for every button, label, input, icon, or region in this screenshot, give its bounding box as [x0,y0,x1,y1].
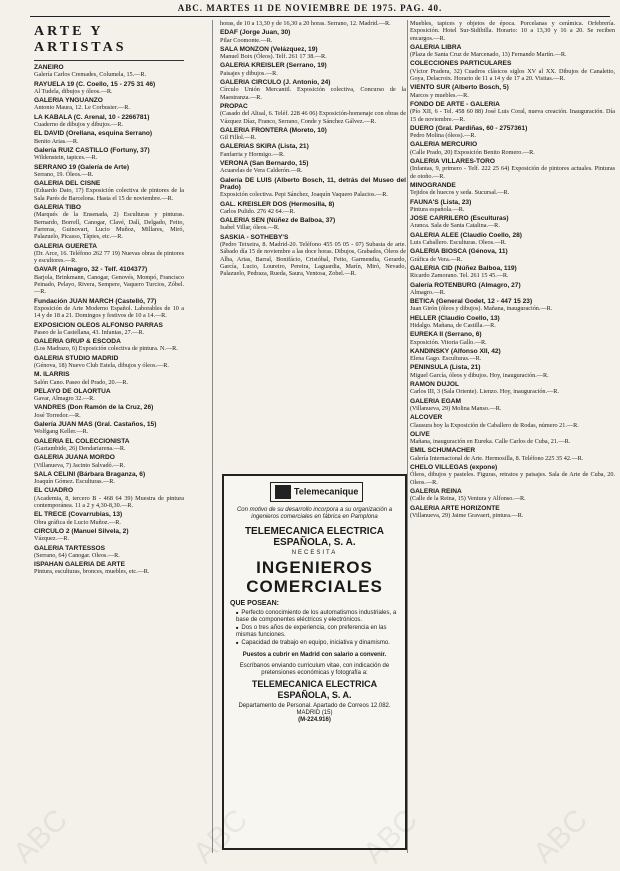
listing-entry [220,29,406,44]
listing-text: Luis Caballero. Esculturas. Oleos.—R. [410,239,507,247]
listing-text: (Plaza de Santa Cruz de Marcenado, 13) Fernando Martín.—R. [410,51,567,59]
listing-text: Mañana, inauguración en Eureka. Calle Carlos de Cuba, 21.—R. [410,438,571,446]
listing-name: VANDRES (Don Ramón de la Cruz, 26) [34,404,154,412]
listing-entry [410,199,615,214]
listing-name: GALERIA MERCURIO [410,141,478,149]
listing-name: Galería RUIZ CASTILLO (Fortuny, 37) [34,146,150,154]
listing-text: (Villanueva, 7) Jacinto Salvadó.—R. [34,461,126,469]
column-3 [410,20,615,853]
listing-entry [34,243,184,265]
listing-text: Hidalgo. Mañana, de Castilla.—R. [410,321,496,329]
listing-text: José Torredor.—R. [34,411,81,419]
listing-text: Gráfica de Vera.—R. [410,255,463,263]
listing-name: VIENTO SUR (Alberto Bosch, 5) [410,84,509,92]
ad-requirement: ■ Perfecto conocimiento de los automatismos industriales, a base de componentes eléctricos y electrónicos. [236,609,399,624]
listing-entry [34,454,184,469]
listing-entry [34,114,184,129]
listing-entry [410,447,615,462]
listing-text: Manuel Boix (Óleos). Telf. 261 17 38.—R. [220,53,327,61]
listing-text: Aranca. Sala de Santa Catalina.—R. [410,222,500,230]
listing-text: (Génova, 18) Nuevo Club Estela, dibujos y óleos.—R. [34,361,169,369]
listing-entry [220,79,406,101]
column-divider [407,20,408,853]
listing-name: Galería ROTENBURG (Almagro, 27) [410,281,521,289]
listing-name: Fundación JUAN MARCH (Castelló, 77) [34,297,157,305]
listing-name: GALERIA GUERETA [34,242,98,250]
listing-entry [410,44,615,59]
listing-text: Pintura española.—R. [410,205,465,213]
listing-entry [34,64,184,79]
listing-name: DUERO (Gral. Pardiñas, 60 - 2757361) [410,124,528,132]
listing-entry [220,62,406,77]
listing-text: Vázquez.—R. [34,535,70,543]
listing-name: GALERIA BIOSCA (Génova, 11) [410,248,508,256]
listing-entry [220,103,406,125]
listing-text: Al Tudela, dibujos y óleos.—R. [34,87,113,95]
listing-name: GALERIA STUDIO MADRID [34,354,119,362]
logo-mark-icon [275,485,291,499]
listing-text: (Serrano, 64) Canogar. Oleos.—R. [34,551,120,559]
listing-name: GALERIA EGAM [410,397,462,405]
listing-entry [410,248,615,263]
listing-text: (Villanueva, 29) Molina Manso.—R. [410,404,502,412]
listing-entry [220,127,406,142]
listing-name: JOSE CARRILERO (Esculturas) [410,215,509,223]
listing-text: Serrano, 19. Óleos.—R. [34,170,94,178]
listing-entry [410,464,615,486]
listing-text: Óleos, dibujos y pasteles. Figuras, retratos y paisajes. Sala de Arte de Cuba, 20. Oleos.—R. [410,471,615,486]
listing-name: FAUNA'S (Lista, 23) [410,198,472,206]
listing-name: MINOGRANDE [410,181,456,189]
column-2 [220,20,406,469]
listing-name: HELLER (Claudio Coello, 13) [410,314,500,322]
abc-watermark: ABC [357,803,424,871]
listing-entry [220,143,406,158]
listing-text: (Pío XII, 6 - Tel. 458 60 88) José Luis Coral, nueva creación. Inauguración. Día 15 de noviembre.—R. [410,108,615,123]
listing-text: Pintura, esculturas, bronces, muebles, etc.—R. [34,568,150,576]
listing-entry [34,438,184,453]
listing-text: Antonio Maura, 12. Le Corbusier.—R. [34,104,130,112]
listing-text: Exposición. Vitoria Gallo.—R. [410,338,487,346]
listing-entry [34,404,184,419]
header-rule [30,16,610,17]
listing-text: Almagro.—R. [410,288,446,296]
listing-name: M. ILARRIS [34,371,70,379]
listing-name: GALERIA LIBRA [410,43,462,51]
listing-text: Miguel García, óleos y dibujos. Hoy, inauguración.—R. [410,371,549,379]
ad-lead: QUE POSEAN: [230,600,280,607]
listing-name: Galería JUAN MAS (Gral. Castaños, 15) [34,421,157,429]
listing-text: Fanfarria y Hormigo.—R. [220,150,285,158]
listing-name: RAYUELA 19 (C. Coello, 15 - 275 31 46) [34,80,156,88]
listing-entry [410,182,615,197]
listing-entry [34,322,184,337]
listing-entry [34,528,184,543]
listing-entry [220,46,406,61]
listing-text: (Pedro Teixeira, 8. Madrid-20. Teléfono 455 05 05 - 07) Subasta de arte. Sábado día 15 de noviembre a las doce horas. Dibujos, Grabados, Óleos de Alba, Arias, Barral, Bonifácio, Cristóbal, Feito, Garmendia, Gerardo, García, Lucio, Loureiro, Pereira, Laguardia, Marín, Miró, Nevado, Palazuelo, Pedraza, Rueda, Saura, Ventosa, Zobel.—R. [220,241,406,278]
listing-text: Wolfgang Keller.—R. [34,428,89,436]
listing-name: EL DAVID (Orellana, esquina Serrano) [34,130,153,138]
listing-entry [410,488,615,503]
listing-name: KANDINSKY (Alfonso XII, 42) [410,347,501,355]
listing-name: Galería DE LUIS (Alberto Bosch, 11, detrás del Museo del Prado) [220,176,406,191]
listing-entry [410,215,615,230]
listing-name: EMIL SCHUMACHER [410,447,476,455]
listing-text: Gil Fillol.—R. [220,134,257,142]
ad-salary: Puestos a cubrir en Madrid con salario a convenir. [242,652,387,659]
listing-name: GALERIA EL COLECCIONISTA [34,437,130,445]
listing-entry [34,97,184,112]
listing-text: (Los Madrazo, 6) Exposición colectiva de pintura. N.—R. [34,345,178,353]
listing-entry [410,364,615,379]
listing-name: GAVAR (Almagro, 32 - Telf. 4104377) [34,266,148,274]
listing-entry [410,232,615,247]
listing-text: (Gaztambide, 26) Dendariarena.—R. [34,444,126,452]
listing-entry [410,20,615,42]
listing-text: Círculo Unión Mercantil. Exposición colectiva, Concurso de la Maestranza.—R. [220,86,406,101]
listings-column-3 [410,20,615,519]
logo-text: Telemecanique [294,486,359,497]
listing-entry [410,431,615,446]
listing-entry [34,388,184,403]
listing-text: (Dr. Arce, 16. Teléfono 262 77 19) Nuevas obras de pintores y escultores.—R. [34,249,184,265]
column-1 [34,20,184,853]
listing-name: EUREKA II (Serrano, 6) [410,331,482,339]
listing-name: LA KABALA (C. Arenal, 10 - 2266781) [34,113,150,121]
listing-text: (Calle Prado, 20) Exposición Benito Romero.—R. [410,148,535,156]
ad-apply: Escríbanos enviando curriculum vitae, con indicación de pretensiones económicas y fotografía a: [239,663,390,677]
listing-entry [410,331,615,346]
listing-entry [220,160,406,175]
listing-text: Elena Gago. Esculturas.—R. [410,355,482,363]
abc-watermark: ABC [527,803,594,871]
ad-requirement: ■ Capacidad de trabajo en equipo, iniciativa y dinamismo. [236,639,399,647]
listing-text: Carlos Pulido. 276 42 64.—R. [220,207,296,215]
listing-name: GAL. KREISLER DOS (Hermosilla, 8) [220,200,335,208]
section-title: ARTE Y ARTISTAS [34,24,127,55]
listing-text: Clausura hoy la Exposición de Caballero de Rodas, número 21.—R. [410,421,579,429]
abc-watermark: ABC [187,803,254,871]
listing-entry [220,234,406,278]
listing-name: FONDO DE ARTE - GALERIA [410,100,500,108]
listing-text: (Calle de la Reina, 15) Ventura y Alfonso.—R. [410,495,526,503]
listing-text: Acuarelas de Vera Calderón.—R. [220,167,303,175]
listing-entry [410,348,615,363]
listing-text: Galería Carlos Cremades, Columela, 15.—R. [34,71,147,79]
ad-title: INGENIEROS COMERCIALES [246,558,383,596]
listing-entry [410,158,615,180]
listing-name: GALERIA FRONTERA (Moreto, 10) [220,126,327,134]
listing-entry [34,266,184,295]
listing-entry [410,265,615,280]
listing-text: Barjola, Brinkmann, Canogar, Genovés, Mompó, Francisco Peinado, Pelayo, Rivera, Sempere, Vaquero Turcios, Zóbel.—R. [34,273,184,296]
listing-entry [34,204,184,240]
listing-text: (Academia, 8, tercero B - 468 64 39) Muestra de pintura contemporánea. 11 a 2 y 4,30-8,30.—R. [34,494,184,510]
listing-text: Joaquín Gómez. Esculturas.—R. [34,478,115,486]
listing-entry [410,125,615,140]
listing-entry [410,381,615,396]
listing-entry [410,282,615,297]
listing-name: COLECCIONES PARTICULARES [410,60,512,68]
listing-name: PROPAC [220,102,248,110]
listing-text: Exposición de Arte Moderno Español. Laborables de 10 a 14 y de 18 a 21. Domingos y festivos de 10 a 14.—R. [34,304,184,320]
listing-name: GALERIA VILLARES-TORO [410,158,495,166]
listing-entry [410,60,615,82]
ad-requirement: ■ Dos o tres años de experiencia, con preferencia en las mismas funciones. [236,624,399,639]
ad-ref: (M-224.916) [298,717,331,724]
listings-column-2 [220,20,406,278]
listing-text: horas, de 10 a 13,30 y de 16,30 a 20 horas. Serrano, 12. Madrid.—R. [220,20,391,27]
listing-entry [410,505,615,520]
listing-name: ALCOVER [410,414,443,422]
listing-entry [34,371,184,386]
listing-name: GALERIA KREISLER (Serrano, 19) [220,62,327,70]
listing-text: Salón Cano. Paseo del Prado, 20.—R. [34,378,129,386]
listing-entry [410,141,615,156]
listing-text: (Marqués de la Ensenada, 2) Esculturas y pinturas. Bernardo, Borrell, Canogar, Clavé, Dalí, Delgado, Feito, Farreras, Guinovart, Lucio Muñoz, Millares, Miró, Palazuelo, Picasso, Tàpies, etc.—R. [34,211,184,241]
page-header: ABC. MARTES 11 DE NOVIEMBRE DE 1975. PAG. 40. [177,3,443,13]
listing-entry [220,177,406,199]
listing-text: Ricardo Zamorano. Tel. 261 15 45.—R. [410,272,509,280]
listing-text: Cuaderno de dibujos y dibujos.—R. [34,121,124,129]
listing-name: ISPAHAN GALERIA DE ARTE [34,561,125,569]
listing-entry [34,355,184,370]
listing-name: GALERIA TARTESSOS [34,544,106,552]
listing-name: GALERIA REINA [410,487,462,495]
listing-entry [410,84,615,99]
listing-text: Juan Girón (óleos y dibujos). Mañana, inauguración.—R. [410,305,553,313]
listing-text: Paisajes y dibujos.—R. [220,69,278,77]
telemecanique-logo [270,482,363,502]
listing-entry [410,298,615,313]
abc-watermark: ABC [7,803,74,871]
listing-name: GALERIA SEN (Núñez de Balboa, 37) [220,217,336,225]
listing-entry [410,414,615,429]
job-advertisement [222,474,407,850]
listing-name: GALERIA TIBO [34,204,82,212]
listing-name: SALA CELINI (Bárbara Braganza, 6) [34,470,146,478]
listing-name: CIRCULO 2 (Manuel Silvela, 2) [34,527,129,535]
listing-text: (Villanueva, 29) Jaime Gravaert, pintura.—R. [410,511,524,519]
listing-entry [410,398,615,413]
listing-entry [34,147,184,162]
listing-name: GALERIA ARTE HORIZONTE [410,504,500,512]
ad-requirements [230,609,399,647]
listing-text: Pedro Molina (óleos).—R. [410,132,476,140]
listing-name: EDAF (Jorge Juan, 30) [220,29,291,37]
listing-text: Isabel Villar, óleos.—R. [220,224,280,232]
listing-name: SALA MONZON (Velázquez, 19) [220,45,318,53]
listing-entry [34,471,184,486]
listing-entry [34,130,184,145]
listing-text: Gavar, Almagro 32.—R. [34,395,95,403]
ad-company: TELEMECANICA ELECTRICA ESPAÑOLA, S. A. [244,526,385,548]
listing-text: (Infantas, 9, primero - Telf. 222 25 64) Exposición de pintores actuales. Pinturas de otoño.—R. [410,165,615,180]
listing-entry [34,164,184,179]
section-rule [34,60,184,61]
listing-text: (Víctor Pradera, 32) Cuadros clásicos siglos XV al XX. Dibujos de Canaletto, Goya, Delacroix. Horario de 11 a 14 y de 17 a 20. Visitas.—R. [410,67,615,83]
ad-needs: NECESITA [291,550,338,556]
listing-entry [34,561,184,576]
listing-entry [34,511,184,526]
listing-name: GALERIAS SKIRA (Lista, 21) [220,143,309,151]
listing-name: OLIVE [410,430,430,438]
listing-text: Wildenstein, tapices.—R. [34,154,98,162]
listing-name: EXPOSICION OLEOS ALFONSO PARRAS [34,321,163,329]
listing-name: GALERIA DEL CISNE [34,180,101,188]
listing-name: PELAYO DE OLAORTUA [34,387,111,395]
listing-text: (Eduardo Dato, 17) Exposición colectiva de pintores de la Sala Parés de Barcelona. Hasta el 15 de noviembre.—R. [34,187,184,202]
listing-entry [410,315,615,330]
listing-text: Pilar Coomonte.—R. [220,36,273,44]
listing-text: (Casado del Alisal, 6. Teléf. 228 46 06) Exposición-homenaje con obras de Vázquez Díaz, Franco, Serrano, Conde y Sánchez Gálvez.—R. [220,110,406,125]
ad-company-2: TELEMECANICA ELECTRICA ESPAÑOLA, S. A. [251,679,378,701]
listing-name: ZANEIRO [34,64,64,71]
listing-text: Paseo de la Castellana, 43. Infantas, 27.—R. [34,328,145,336]
listing-entry [34,421,184,436]
listing-name: GALERIA JUANA MORDO [34,454,115,462]
listing-name: BETICA (General Godet, 12 - 447 15 23) [410,298,533,306]
listing-name: CHELO VILLEGAS (expone) [410,464,498,472]
listing-text: Marcos y muebles.—R. [410,91,469,99]
listing-name: GALERIA CID (Núñez Balboa, 119) [410,264,517,272]
listing-name: GALERIA ALEE (Claudio Coello, 28) [410,231,522,239]
listing-name: SASKIA - SOTHEBY'S [220,233,289,241]
listing-text: Tejidos de huecos y seda. Sucursal.—R. [410,189,510,197]
listing-text: Exposición colectiva. Pepi Sánchez, Joaquín Vaquero Palacios.—R. [220,191,388,199]
listing-name: SERRANO 19 (Galería de Arte) [34,163,130,171]
listing-name: GALERIA GRUP & ESCODA [34,338,121,346]
listing-text: Benito Arias.—R. [34,137,79,145]
ad-intro: Con motivo de su desarrollo incorpora a su organización a ingenieros comerciales en fábrica en Pamplona [236,507,393,520]
listing-entry [34,338,184,353]
listing-entry [220,217,406,232]
listing-entry [410,101,615,123]
ad-address: Departamento de Personal. Apartado de Correos 12.082. MADRID (15) [238,703,391,717]
listing-name: GALERIA CIRCULO (J. Antonio, 24) [220,79,331,87]
listing-text: Muebles, tapices y objetos de época. Porcelanas y cerámica. Orfebrería. Exposición. Hotel Sur-Sidibilla. Horario: 10 a 13,30 y 16 a 20. Se reciben encargos.—R. [410,20,615,42]
listing-name: PENINSULA (Lista, 21) [410,364,481,372]
listing-entry [220,201,406,216]
listing-entry [34,298,184,320]
listing-entry [34,81,184,96]
listing-text: Galería Internacional de Arte. Hermosilla, 8. Teléfono 225 35 42.—R. [410,454,584,462]
listing-entry [220,20,406,27]
listing-text: Carlos III, 3 (Sala Oriente). Lienzo. Hoy, inauguración.—R. [410,388,559,396]
listing-entry [34,180,184,202]
listing-text: Obra gráfica de Lucio Muñoz.—R. [34,518,121,526]
listing-name: RAMON DUJOL [410,381,460,389]
listing-name: EL TRECE (Covarrubias, 13) [34,511,123,519]
listing-name: GALERIA YNGUANZO [34,97,103,105]
listing-name: VERONA (San Bernardo, 15) [220,160,309,168]
column-divider [212,20,213,853]
listing-entry [34,545,184,560]
listing-entry [34,487,184,509]
listing-name: EL CUADRO [34,487,74,495]
listings-column-1 [34,64,184,576]
